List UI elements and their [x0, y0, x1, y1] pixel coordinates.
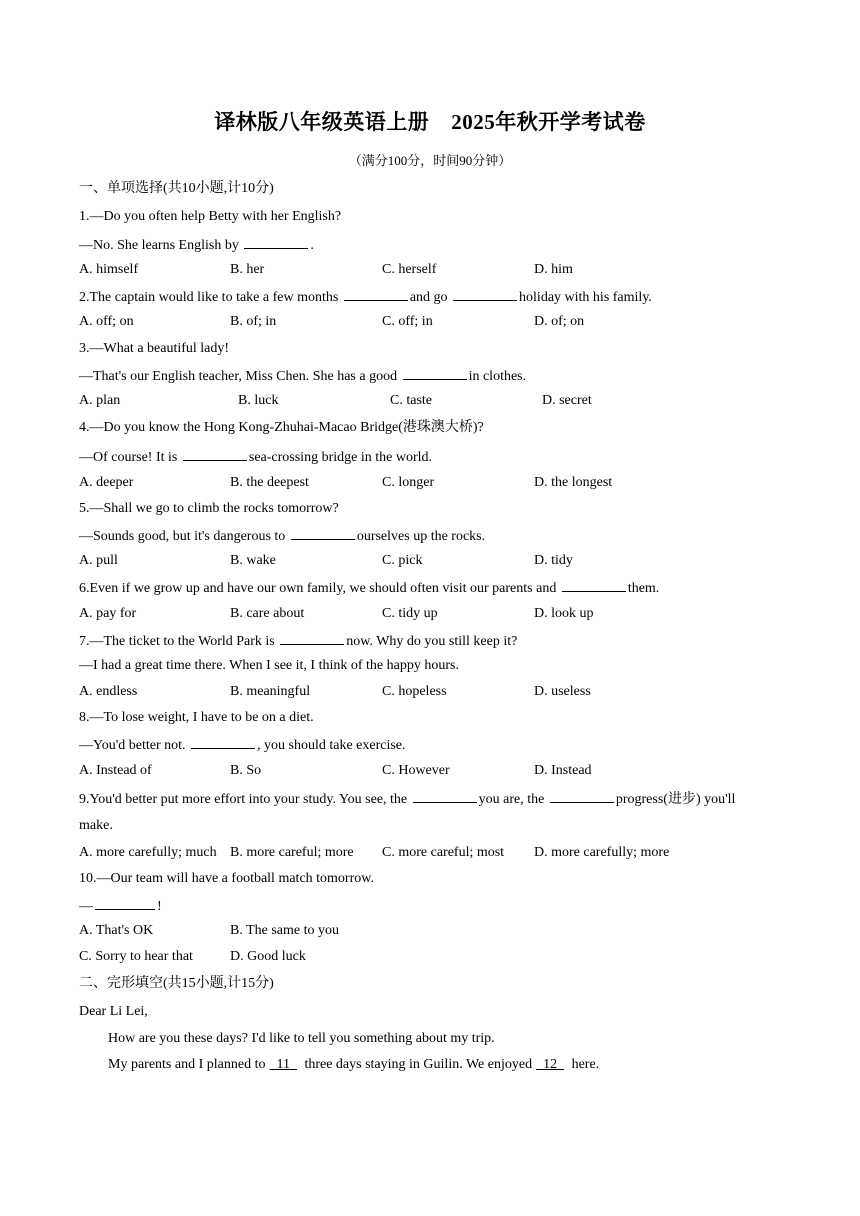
q9-option-d: D. more carefully; more: [534, 845, 670, 860]
q7-option-c: C. hopeless: [382, 684, 447, 699]
q4-option-c: C. longer: [382, 475, 435, 490]
q5-option-b: B. wake: [230, 553, 276, 568]
q7-option-a: A. endless: [79, 684, 138, 699]
q8-option-d: D. Instead: [534, 763, 592, 778]
q3-option-d: D. secret: [542, 393, 592, 408]
answer-blank[interactable]: [280, 631, 344, 645]
q9-option-a: A. more carefully; much: [79, 845, 217, 860]
section-1-heading: 一、单项选择(共10小题,计10分): [79, 181, 274, 196]
q1-option-a: A. himself: [79, 262, 139, 277]
q1-line1: 1.—Do you often help Betty with her English?: [79, 209, 342, 224]
q8-option-c: C. However: [382, 763, 450, 778]
q10-option-c: C. Sorry to hear that: [79, 949, 193, 964]
q5-line1: 5.—Shall we go to climb the rocks tomorrow?: [79, 501, 339, 516]
q8-line2: —You'd better not. , you should take exercise.: [79, 735, 406, 755]
q2-option-d: D. of; on: [534, 314, 585, 329]
answer-blank[interactable]: [244, 235, 308, 249]
q8-option-b: B. So: [230, 763, 262, 778]
answer-blank[interactable]: [183, 447, 247, 461]
q1-line2: —No. She learns English by .: [79, 235, 314, 255]
section-2-heading: 二、完形填空(共15小题,计15分): [79, 976, 274, 991]
q10-option-d: D. Good luck: [230, 949, 306, 964]
q6-line1: 6.Even if we grow up and have our own family, we should often visit our parents and them.: [79, 578, 659, 598]
q3-line2: —That's our English teacher, Miss Chen. She has a good in clothes.: [79, 366, 526, 386]
page-subtitle: （满分100分，时间90分钟）: [348, 153, 512, 168]
q7-option-b: B. meaningful: [230, 684, 311, 699]
q9-line2: make.: [79, 818, 113, 833]
q4-option-a: A. deeper: [79, 475, 134, 490]
q4-option-d: D. the longest: [534, 475, 613, 490]
q1-option-d: D. him: [534, 262, 573, 277]
answer-blank[interactable]: [291, 526, 355, 540]
answer-blank[interactable]: [562, 578, 626, 592]
letter-paragraph-2: My parents and I planned to 11 three days staying in Guilin. We enjoyed 12 here.: [108, 1057, 600, 1072]
q2-option-c: C. off; in: [382, 314, 433, 329]
answer-blank[interactable]: [403, 366, 467, 380]
page-title: [0, 106, 860, 136]
q7-line2: —I had a great time there. When I see it, I think of the happy hours.: [79, 658, 459, 673]
cloze-blank-11[interactable]: 11: [276, 1057, 290, 1072]
letter-paragraph-1: How are you these days? I'd like to tell you something about my trip.: [108, 1031, 495, 1046]
answer-blank[interactable]: [550, 789, 614, 803]
title-part1: 译林版八年级英语上册: [214, 110, 430, 134]
q9-line1: 9.You'd better put more effort into your study. You see, the you are, the progress(进步) you'll: [79, 789, 735, 809]
q10-option-b: B. The same to you: [230, 923, 340, 938]
q9-option-c: C. more careful; most: [382, 845, 505, 860]
q5-option-d: D. tidy: [534, 553, 573, 568]
q7-option-d: D. useless: [534, 684, 591, 699]
q6-option-a: A. pay for: [79, 606, 137, 621]
q3-option-c: C. taste: [390, 393, 432, 408]
q4-line1: 4.—Do you know the Hong Kong-Zhuhai-Macao Bridge(港珠澳大桥)?: [79, 420, 484, 435]
answer-blank[interactable]: [344, 287, 408, 301]
cloze-blank-12[interactable]: 12: [543, 1057, 558, 1072]
q5-line2: —Sounds good, but it's dangerous to ourselves up the rocks.: [79, 526, 485, 546]
q3-option-a: A. plan: [79, 393, 121, 408]
q5-option-c: C. pick: [382, 553, 423, 568]
q5-option-a: A. pull: [79, 553, 118, 568]
q10-line2: — !: [79, 896, 162, 916]
q9-option-b: B. more careful; more: [230, 845, 354, 860]
q6-option-b: B. care about: [230, 606, 305, 621]
answer-blank[interactable]: [453, 287, 517, 301]
answer-blank[interactable]: [191, 735, 255, 749]
q6-option-c: C. tidy up: [382, 606, 438, 621]
q2-option-b: B. of; in: [230, 314, 277, 329]
q3-option-b: B. luck: [238, 393, 279, 408]
q2-option-a: A. off; on: [79, 314, 134, 329]
q4-line2: —Of course! It is sea-crossing bridge in the world.: [79, 447, 432, 467]
q10-option-a: A. That's OK: [79, 923, 154, 938]
letter-greeting: Dear Li Lei,: [79, 1004, 148, 1019]
q10-line1: 10.—Our team will have a football match tomorrow.: [79, 871, 374, 886]
answer-blank[interactable]: [95, 896, 155, 910]
answer-blank[interactable]: [413, 789, 477, 803]
q8-option-a: A. Instead of: [79, 763, 152, 778]
title-part2: 2025年秋开学考试卷: [451, 110, 646, 134]
q2-line1: 2.The captain would like to take a few months and go holiday with his family.: [79, 287, 652, 307]
q1-option-b: B. her: [230, 262, 265, 277]
q4-option-b: B. the deepest: [230, 475, 309, 490]
q1-option-c: C. herself: [382, 262, 437, 277]
q3-line1: 3.—What a beautiful lady!: [79, 341, 230, 356]
q8-line1: 8.—To lose weight, I have to be on a diet.: [79, 710, 314, 725]
q7-line1: 7.—The ticket to the World Park is now. Why do you still keep it?: [79, 631, 517, 651]
q6-option-d: D. look up: [534, 606, 594, 621]
